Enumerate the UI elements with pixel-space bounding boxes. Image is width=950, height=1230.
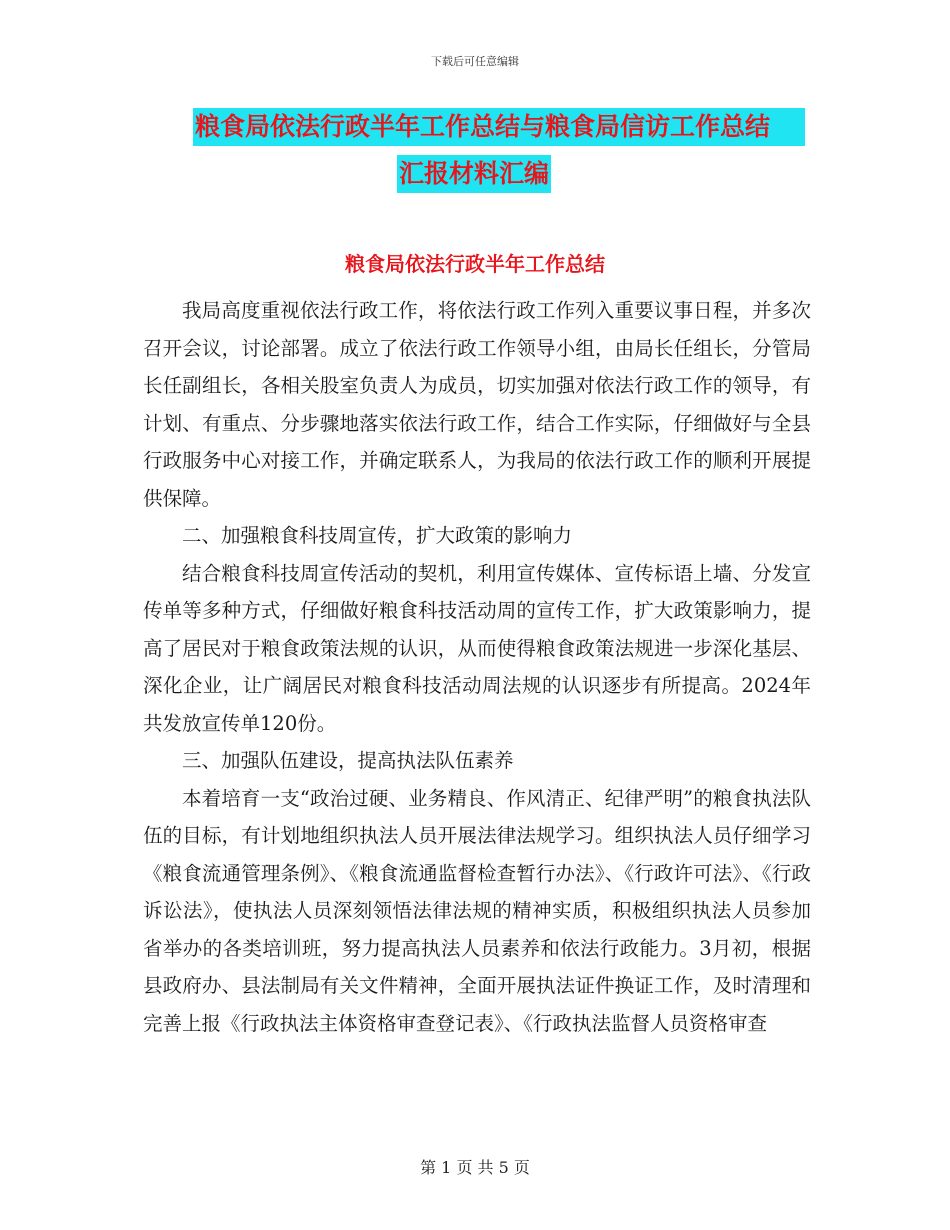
paragraph: 我局高度重视依法行政工作，将依法行政工作列入重要议事日程，并多次召开会议，讨论部署。成立了依法行政工作领导小组，由局长任组长，分管局长任副组长，各相关股室负责人为成员，切实加强对依法行政工作的领导，有计划、有重点、分步骤地落实依法行政工作，结合工作实际，仔细做好与全县行政服务中心对接工作，并确定联系人，为我局的依法行政工作的顺利开展提供保障。 [143, 299, 811, 510]
paragraph: 结合粮食科技周宣传活动的契机，利用宣传媒体、宣传标语上墙、分发宣传单等多种方式，仔细做好粮食科技活动周的宣传工作，扩大政策影响力，提高了居民对于粮食政策法规的认识，从而使得粮食政策法规进一步深化基层、深化企业，让广阔居民对粮食科技活动周法规的认识逐步有所提高。2024年共发放宣传单120份。 [143, 561, 811, 735]
document-title-line-1: 粮食局依法行政半年工作总结与粮食局信访工作总结 [193, 108, 805, 146]
paragraph: 本着培育一支“政治过硬、业务精良、作风清正、纪律严明”的粮食执法队伍的目标，有计划地组织执法人员开展法律法规学习。组织执法人员仔细学习《粮食流通管理条例》、《粮食流通监督检查暂行办法》、《行政许可法》、《行政诉讼法》，使执法人员深刻领悟法律法规的精神实质，积极组织执法人员参加省举办的各类培训班，努力提高执法人员素养和依法行政能力。3月初，根据县政府办、县法制局有关文件精神，全面开展执法证件换证工作，及时清理和完善上报《行政执法主体资格审查登记表》、《行政执法监督人员资格审查 [143, 786, 811, 1035]
document-body [143, 292, 811, 1042]
paragraph-heading: 三、加强队伍建设，提高执法队伍素养 [182, 749, 514, 772]
page-number: 第 1 页 共 5 页 [420, 1158, 530, 1177]
document-title-line-2: 汇报材料汇编 [397, 155, 551, 193]
paragraph-heading: 二、加强粮食科技周宣传，扩大政策的影响力 [182, 524, 573, 547]
section-title: 粮食局依法行政半年工作总结 [345, 252, 605, 276]
page-header-note: 下载后可任意编辑 [431, 55, 519, 68]
